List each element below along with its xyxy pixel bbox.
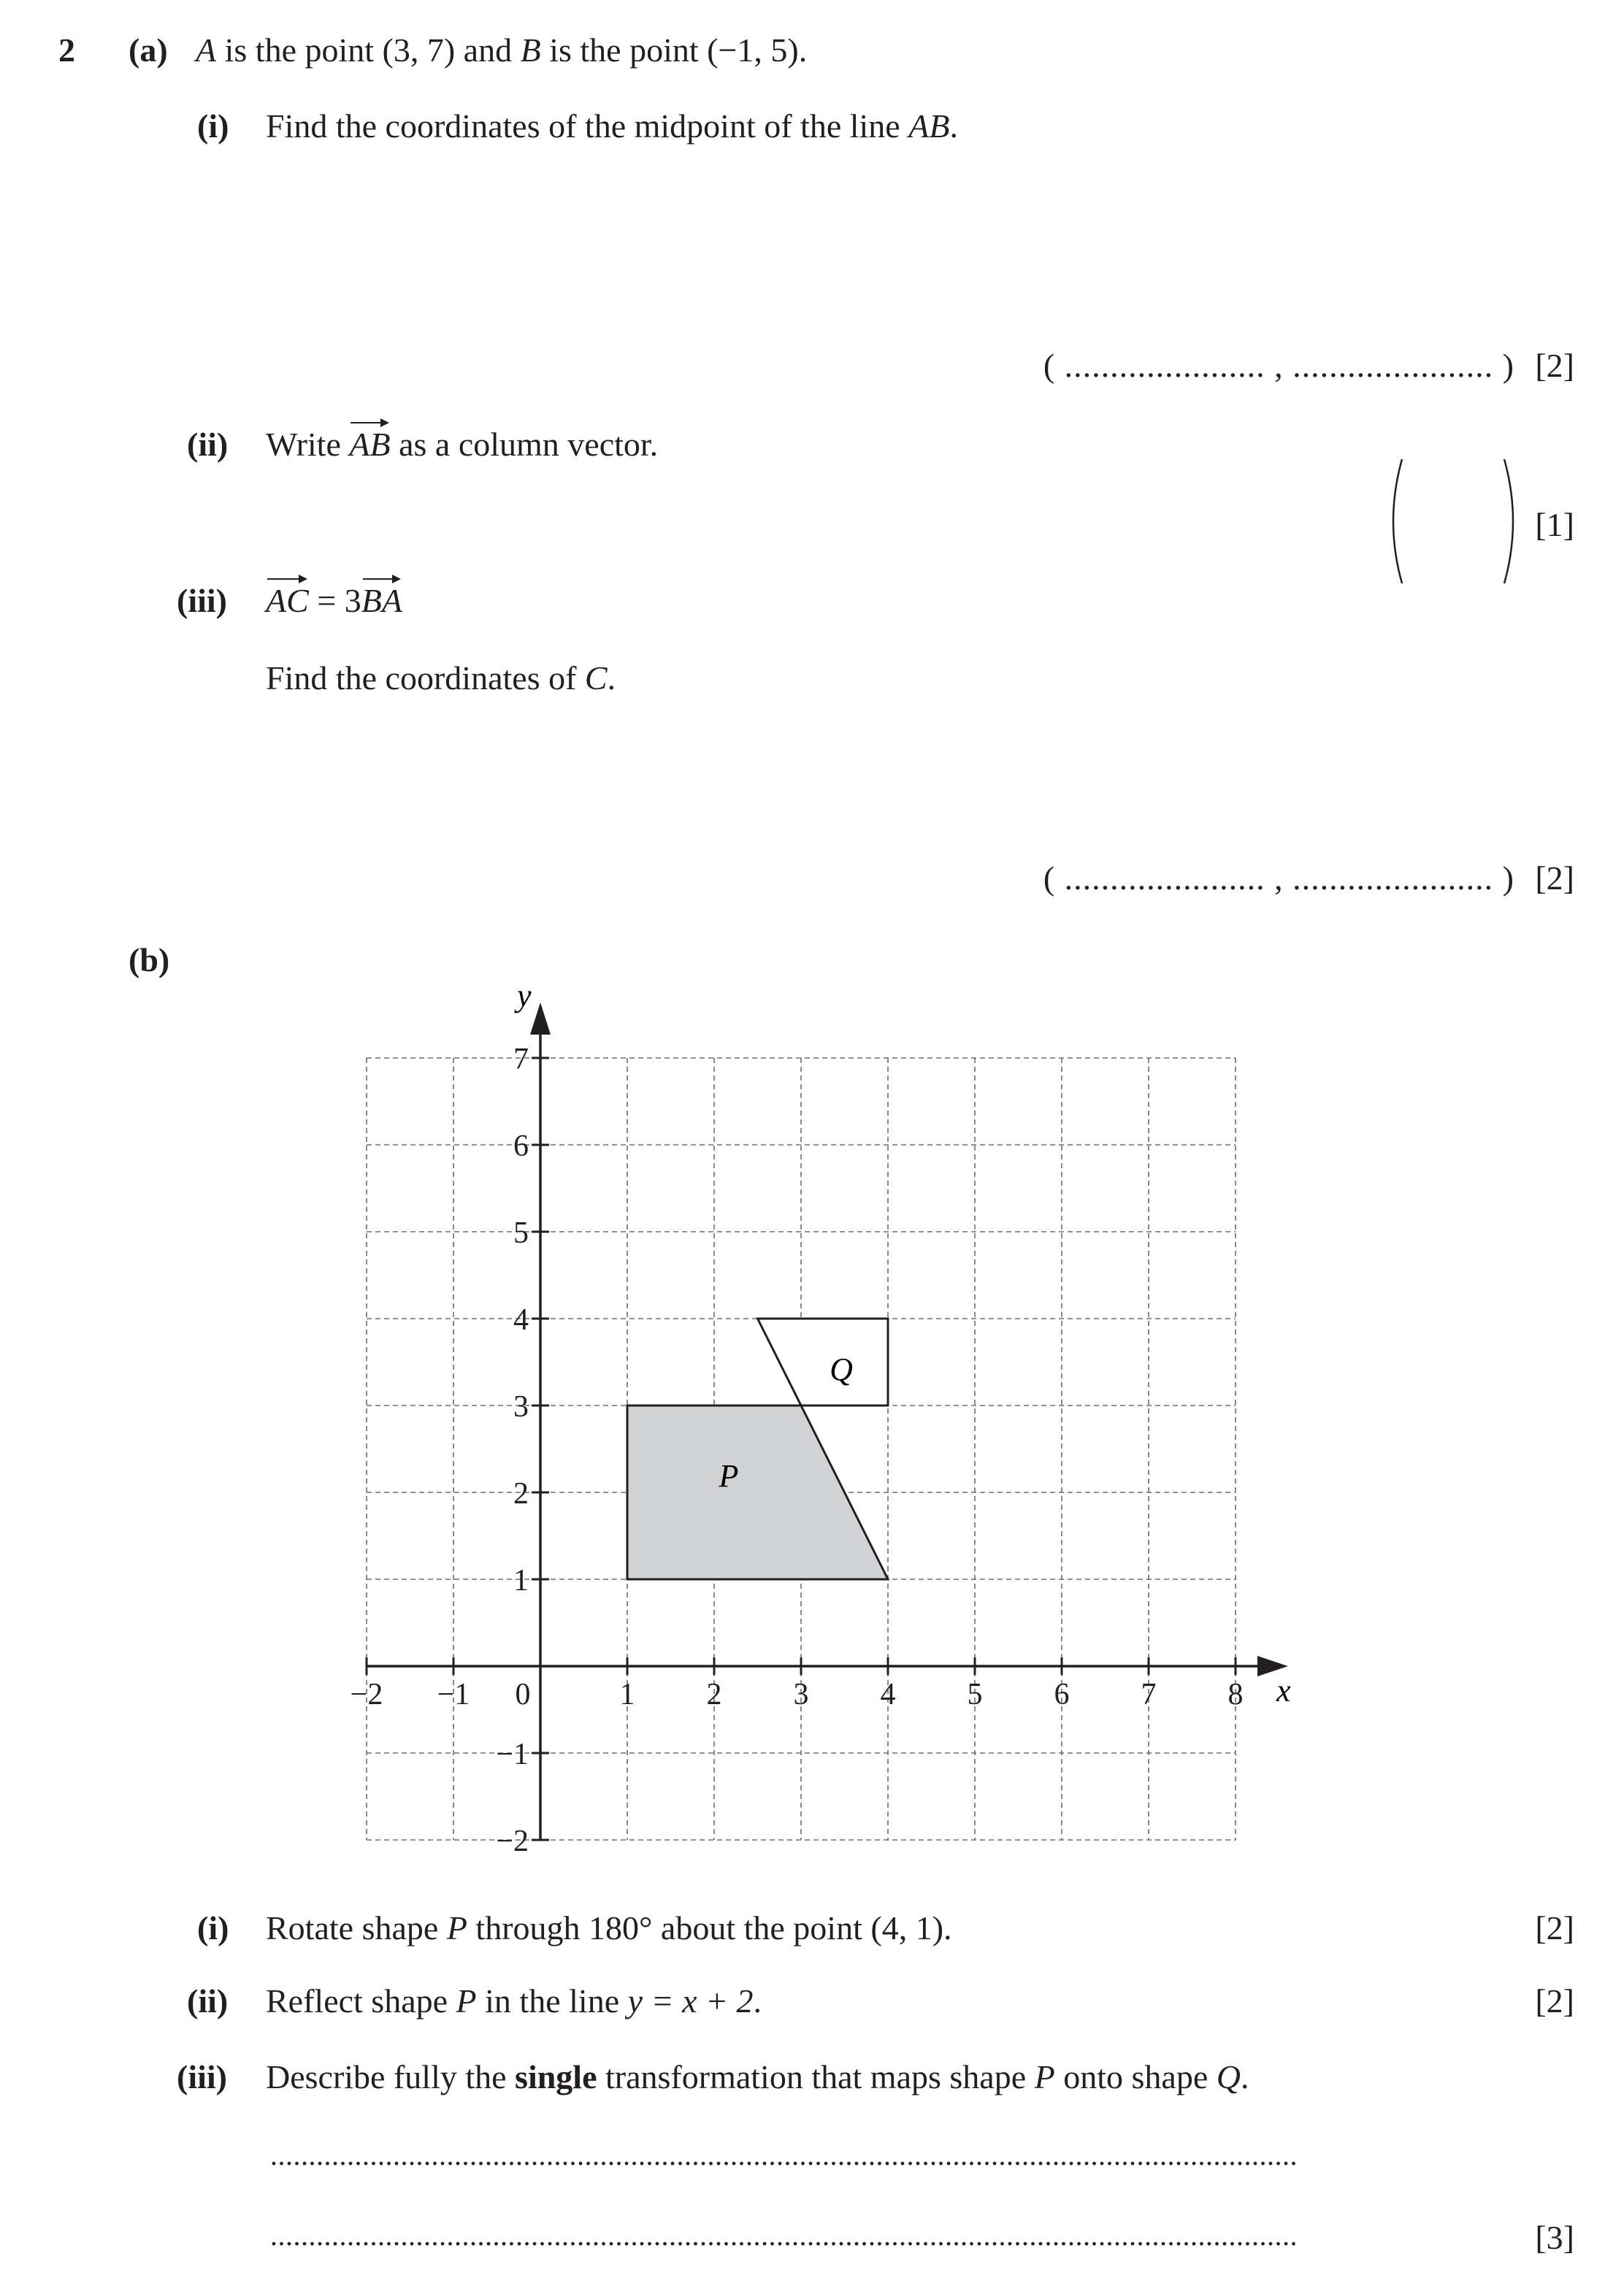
part-b-i-pre: Rotate shape	[266, 1909, 447, 1947]
part-a-ii-marks: [1]	[1535, 506, 1574, 543]
vector-ac: AC	[266, 582, 309, 619]
x-tick-label: −1	[437, 1678, 470, 1711]
part-a-iii-label: (iii)	[177, 582, 227, 619]
part-b-iii-label: (iii)	[177, 2058, 227, 2095]
part-a-i-var: AB	[908, 107, 950, 145]
part-b-i-marks: [2]	[1535, 1909, 1574, 1947]
part-a-i-question: Find the coordinates of the midpoint of the line	[266, 107, 909, 145]
x-tick-label: 7	[1141, 1678, 1157, 1711]
y-axis-arrow-icon	[530, 1002, 551, 1035]
x-axis-label: x	[1276, 1673, 1291, 1708]
part-a-iii-var: C	[584, 659, 608, 697]
point-c-answer-line[interactable]: ( ...................... , ...................... )	[1043, 859, 1514, 897]
y-tick-label: −2	[496, 1825, 529, 1858]
vector-ab: AB	[349, 426, 391, 463]
part-b-ii-mid: in the line	[476, 1982, 628, 2020]
part-a-i-label: (i)	[197, 107, 229, 145]
stem-text-1: is the point (3, 7) and	[216, 31, 521, 69]
x-tick-label: 1	[619, 1678, 635, 1711]
answer-line-2[interactable]: ......................................................................................................................................	[270, 2221, 1298, 2250]
y-tick-label: 4	[513, 1303, 529, 1337]
point-b-name: B	[520, 31, 541, 69]
part-b-iii-bold: single	[515, 2058, 597, 2095]
part-a-iii-question: Find the coordinates of	[266, 659, 585, 697]
y-tick-label: 1	[513, 1564, 529, 1598]
part-b-ii-label: (ii)	[187, 1982, 229, 2020]
shape-p-label: P	[719, 1458, 739, 1494]
part-b-iii-marks: [3]	[1535, 2219, 1574, 2256]
reflection-line-equation: y = x + 2	[627, 1982, 754, 2020]
y-tick-label: 7	[513, 1043, 529, 1076]
midpoint-answer-line[interactable]: ( ...................... , ...................... )	[1043, 347, 1514, 384]
part-b-iii-end: .	[1241, 2058, 1249, 2095]
x-tick-label: 0	[515, 1678, 531, 1711]
vector-ba: BA	[361, 582, 402, 619]
part-b-i-text	[266, 1911, 952, 1945]
part-b-iii-pre: Describe fully the	[266, 2058, 516, 2095]
y-axis-label: y	[517, 978, 532, 1013]
x-tick-label: 8	[1227, 1678, 1244, 1711]
shape-q	[758, 1319, 889, 1405]
shape-q-label: Q	[830, 1351, 853, 1387]
y-tick-label: 5	[513, 1216, 529, 1250]
x-tick-labels	[351, 1678, 1244, 1711]
part-b-ii-marks: [2]	[1535, 1982, 1574, 2020]
y-tick-label: 3	[513, 1390, 529, 1424]
part-a-ii-post: as a column vector.	[390, 426, 659, 463]
part-a-iii-end: .	[607, 659, 616, 697]
y-tick-label: 6	[513, 1130, 529, 1163]
part-b-label: (b)	[129, 941, 170, 978]
part-a-ii-pre: Write	[266, 426, 350, 463]
part-b-iii-mid2: onto shape	[1054, 2058, 1217, 2095]
part-b-iii-text	[266, 2060, 1249, 2094]
point-a-name: A	[196, 31, 217, 69]
y-tick-labels	[496, 1043, 529, 1858]
x-tick-label: 6	[1054, 1678, 1070, 1711]
x-tick-label: 5	[967, 1678, 983, 1711]
stem-text-2: is the point (−1, 5).	[540, 31, 808, 69]
part-a-i-marks: [2]	[1535, 347, 1574, 384]
part-b-iii-shape-q: Q	[1216, 2058, 1241, 2095]
y-tick-label: 2	[513, 1477, 529, 1511]
part-b-ii-text	[266, 1984, 762, 2018]
axes	[367, 1002, 1288, 1840]
part-b-iii-mid: transformation that maps shape	[597, 2058, 1035, 2095]
part-b-i-post: through 180° about the point (4, 1).	[467, 1909, 952, 1947]
y-tick-label: −1	[496, 1738, 529, 1771]
part-b-ii-shape: P	[456, 1982, 477, 2020]
part-b-iii-shape-p: P	[1034, 2058, 1055, 2095]
x-tick-label: 4	[880, 1678, 896, 1711]
x-tick-label: −2	[350, 1678, 383, 1711]
equation-mid: = 3	[308, 582, 361, 619]
part-a-i-end: .	[949, 107, 958, 145]
part-b-i-label: (i)	[197, 1909, 229, 1947]
answer-line-1[interactable]: ......................................................................................................................................	[270, 2141, 1298, 2170]
part-b-ii-end: .	[753, 1982, 762, 2020]
part-b-ii-pre: Reflect shape	[266, 1982, 456, 2020]
question-number: 2	[58, 31, 75, 69]
x-tick-label: 2	[706, 1678, 722, 1711]
x-tick-label: 3	[793, 1678, 809, 1711]
part-b-i-shape: P	[446, 1909, 467, 1947]
part-a-iii-marks: [2]	[1535, 859, 1574, 897]
part-a-label: (a)	[129, 31, 168, 69]
part-a-ii-label: (ii)	[187, 426, 229, 463]
